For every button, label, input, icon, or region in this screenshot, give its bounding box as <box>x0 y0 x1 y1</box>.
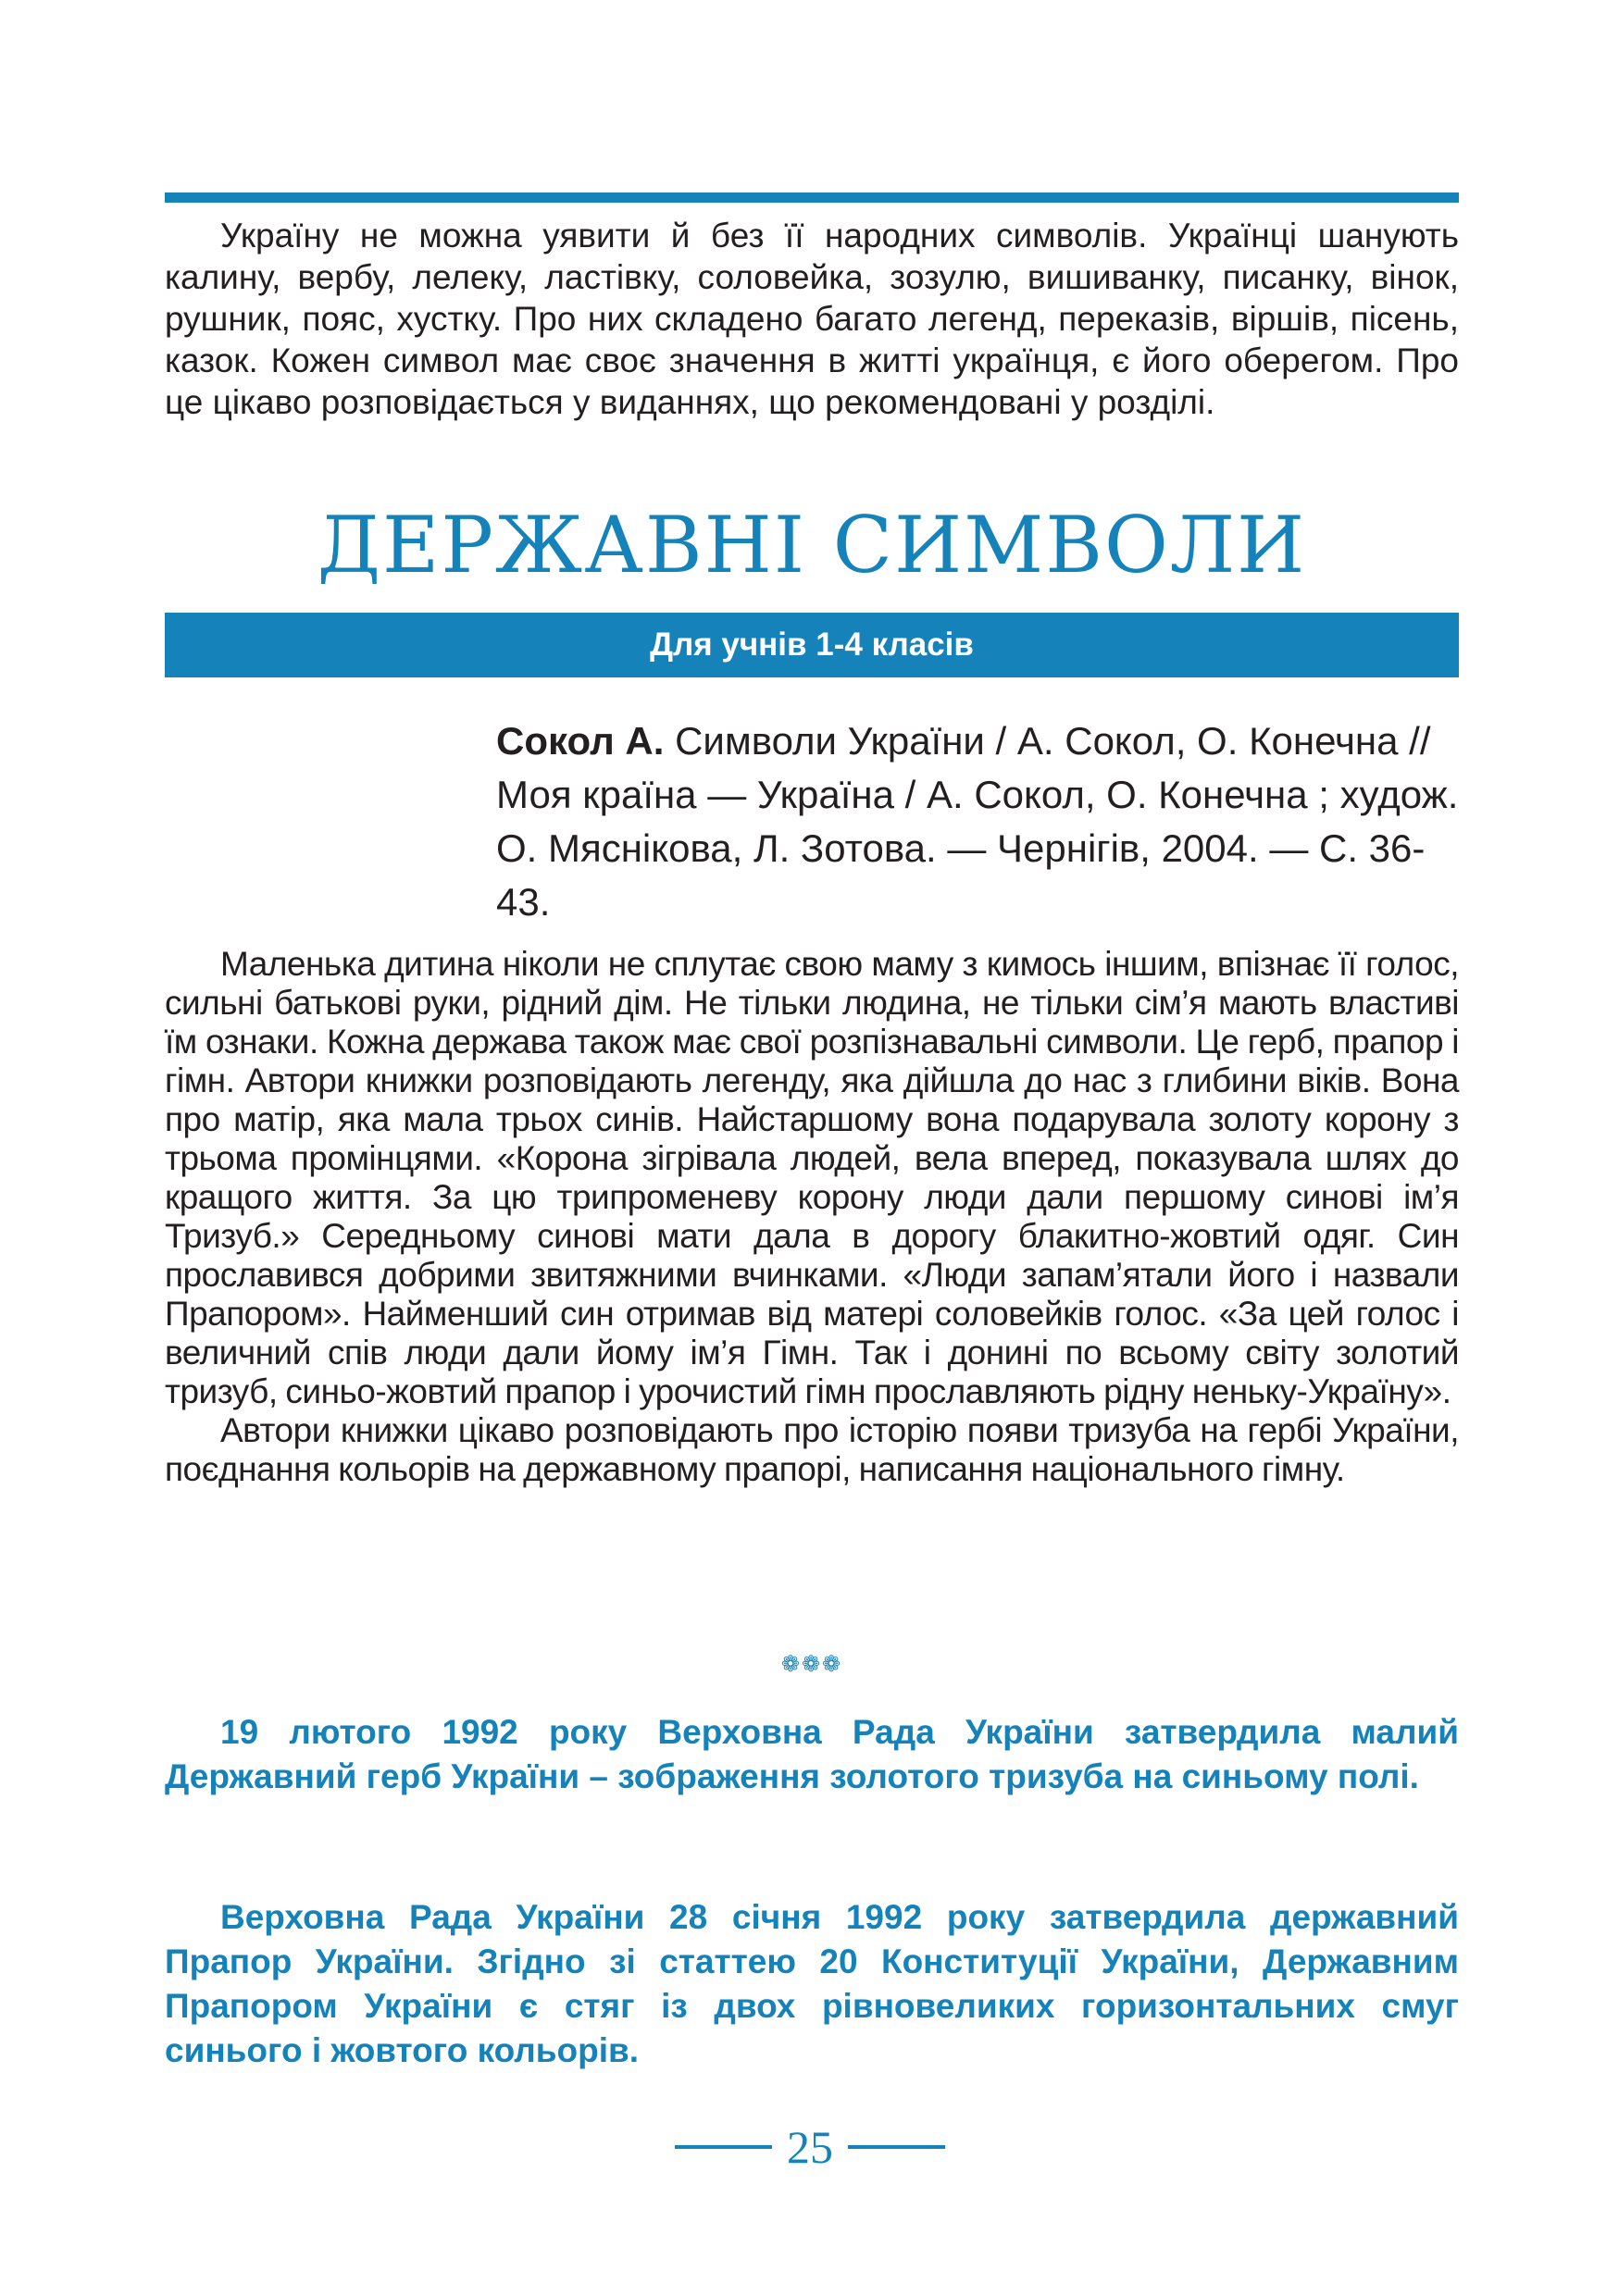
page-number: 25 <box>787 2121 833 2173</box>
annotation-paragraph-2: Автори книжки цікаво розповідають про історію появи тризуба на гербі України, поєднання кольорів на державному прапорі, написання національного гімну. <box>165 1411 1459 1488</box>
fact-coat-of-arms: 19 лютого 1992 року Верховна Рада України затвердила малий Державний герб України – зображення золотого тризуба на синьому полі. <box>165 1713 1459 1795</box>
top-rule <box>165 192 1459 203</box>
footer-line-left <box>675 2145 772 2149</box>
ornament-separator: ❁❁❁ <box>780 1652 843 1677</box>
fact-flag: Верховна Рада України 28 січня 1992 року затвердила державний Прапор України. Згідно зі статтею 20 Конституції України, Державним Прапором України є стяг із двох рівновеликих горизонтальних смуг синього і жовтого кольорів. <box>165 1898 1459 2069</box>
annotation-paragraph-1: Маленька дитина ніколи не сплутає свою маму з кимось іншим, впізнає її голос, сильні батькові руки, рідний дім. Не тільки людина, не тільки сім’я мають властиві їм ознаки. Кожна держава також має свої розпізнавальні символи. Це герб, прапор і гімн. Автори книжки розповідають легенду, яка дійшла до нас з глибини віків. Вона про матір, яка мала трьох синів. Найстаршому вона подарувала золоту корону з трьома промінцями. «Корона зігрівала людей, вела вперед, показувала шлях до кращого життя. За цю трипроменеву корону люди дали першому синові ім’я Тризуб.» Середньому синові мати дала в дорогу блакитно-жовтий одяг. Син прославився добрими звитяжними вчинками. «Люди запам’ятали його і назвали Прапором». Найменший син отримав від матері соловейків голос. «За цей голос і величний спів люди дали йому ім’я Гімн. Так і донині по всьому світу золотий тризуб, синьо-жовтий прапор і урочистий гімн прославляють рідну неньку-Україну». <box>165 945 1459 1410</box>
section-title: ДЕРЖАВНІ СИМВОЛИ <box>317 500 1307 590</box>
intro-paragraph <box>165 215 1459 423</box>
intro-text: Україну не можна уявити й без її народних символів. Українці шанують калину, вербу, лелеку, ластівку, соловейка, зозулю, вишиванку, писанку, вінок, рушник, пояс, хустку. Про них складено багато легенд, переказів, віршів, пісень, казок. Кожен символ має своє значення в житті українця, є його оберегом. Про це цікаво розповідається у виданнях, що рекомендовані у розділі. <box>165 217 1459 421</box>
grade-band: Для учнів 1-4 класів <box>165 613 1459 677</box>
footer-line-right <box>848 2145 945 2149</box>
book-citation <box>496 714 1459 929</box>
page-footer <box>648 2119 972 2175</box>
citation-author: Сокол А. <box>496 719 665 763</box>
citation-details: Символи України / А. Сокол, О. Конечна // Моя країна — Україна / А. Сокол, О. Конечна ; худож. О. Мяснікова, Л. Зотова. — Чернігів, 2004. — С. 36-43. <box>496 719 1459 924</box>
book-annotation <box>165 945 1459 1489</box>
